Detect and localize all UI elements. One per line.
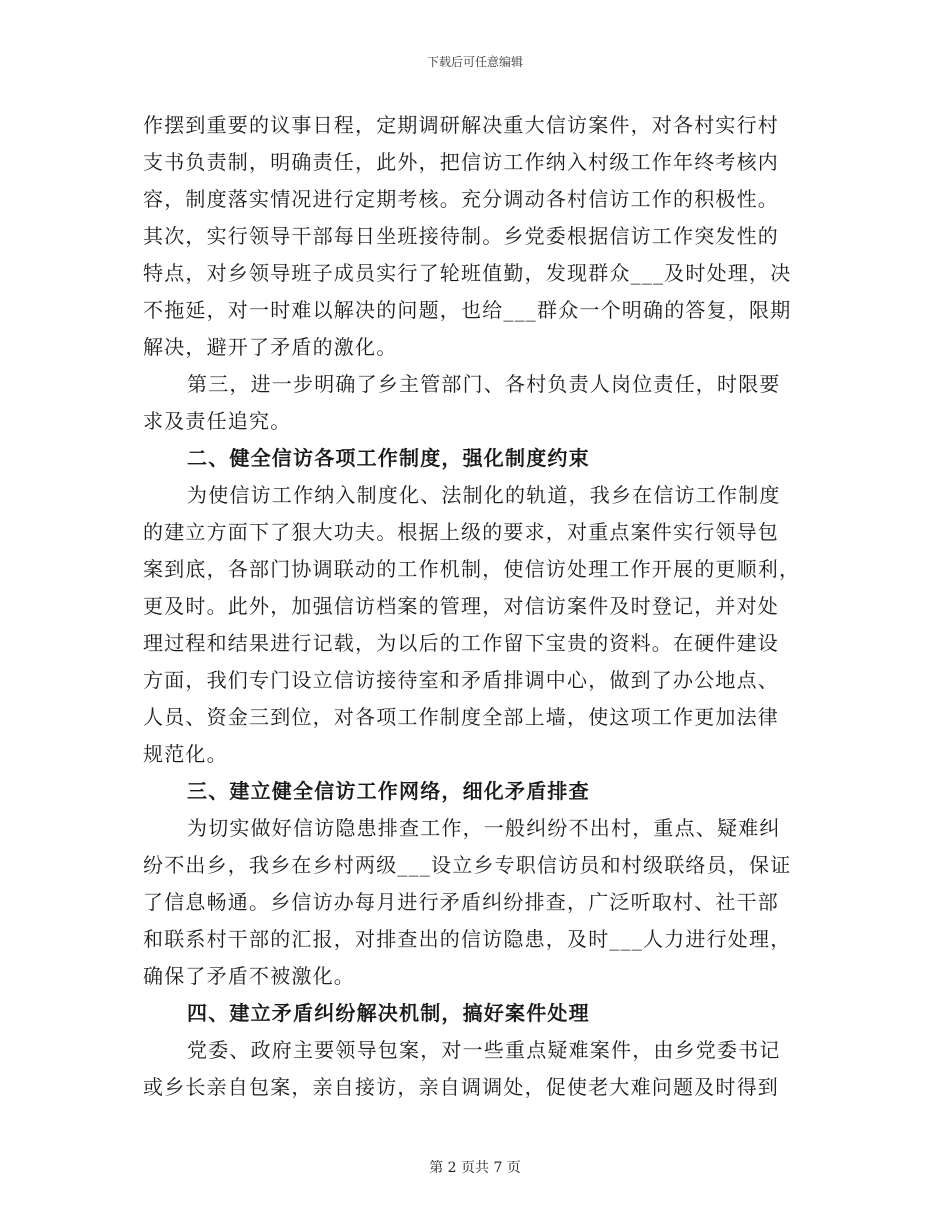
paragraph-start-line: 第三，进一步明确了乡主管部门、各村负责人岗位责任，时限要	[187, 372, 781, 396]
body-line: 其次，实行领导干部每日坐班接待制。乡党委根据信访工作突发性的	[143, 224, 779, 248]
body-line: 支书负责制，明确责任，此外，把信访工作纳入村级工作年终考核内	[143, 150, 779, 174]
paragraph-start-line: 党委、政府主要领导包案，对一些重点疑难案件，由乡党委书记	[187, 1038, 781, 1062]
paragraph-start-line: 为使信访工作纳入制度化、法制化的轨道，我乡在信访工作制度	[187, 483, 781, 507]
body-line: 理过程和结果进行记载，为以后的工作留下宝贵的资料。在硬件建设	[143, 631, 779, 655]
body-line: 或乡长亲自包案，亲自接访，亲自调调处，促使老大难问题及时得到	[143, 1075, 779, 1099]
document-body	[143, 107, 811, 1106]
paragraph-start-line: 为切实做好信访隐患排查工作，一般纠纷不出村，重点、疑难纠	[187, 816, 781, 840]
body-line: 作摆到重要的议事日程，定期调研解决重大信访案件，对各村实行村	[143, 113, 779, 137]
body-line: 容，制度落实情况进行定期考核。充分调动各村信访工作的积极性。	[143, 187, 779, 211]
body-line: 规范化。	[143, 742, 228, 766]
body-line: 方面，我们专门设立信访接待室和矛盾排调中心，做到了办公地点、	[143, 668, 779, 692]
body-line: 特点，对乡领导班子成员实行了轮班值勤，发现群众___及时处理，决	[143, 261, 792, 285]
body-line: 人员、资金三到位，对各项工作制度全部上墙，使这项工作更加法律	[143, 705, 779, 729]
section-heading: 四、建立矛盾纠纷解决机制，搞好案件处理	[187, 1001, 590, 1025]
page-header: 下载后可任意编辑	[426, 55, 523, 69]
page-footer: 第 2 页共 7 页	[429, 1160, 521, 1176]
body-line: 不拖延，对一时难以解决的问题，也给___群众一个明确的答复，限期	[143, 298, 792, 322]
body-line: 更及时。此外，加强信访档案的管理，对信访案件及时登记，并对处	[143, 594, 779, 618]
section-heading: 二、健全信访各项工作制度，强化制度约束	[187, 446, 590, 470]
body-line: 确保了矛盾不被激化。	[143, 964, 355, 988]
body-line: 求及责任追究。	[143, 409, 292, 433]
body-line: 案到底，各部门协调联动的工作机制，使信访处理工作开展的更顺利，	[143, 557, 801, 581]
body-line: 解决，避开了矛盾的激化。	[143, 335, 398, 359]
body-line: 纷不出乡，我乡在乡村两级___设立乡专职信访员和村级联络员，保证	[143, 853, 792, 877]
body-line: 和联系村干部的汇报，对排查出的信访隐患，及时___人力进行处理，	[143, 927, 792, 951]
body-line: 的建立方面下了狠大功夫。根据上级的要求，对重点案件实行领导包	[143, 520, 779, 544]
body-line: 了信息畅通。乡信访办每月进行矛盾纠纷排查，广泛听取村、社干部	[143, 890, 779, 914]
section-heading: 三、建立健全信访工作网络，细化矛盾排查	[187, 779, 590, 803]
